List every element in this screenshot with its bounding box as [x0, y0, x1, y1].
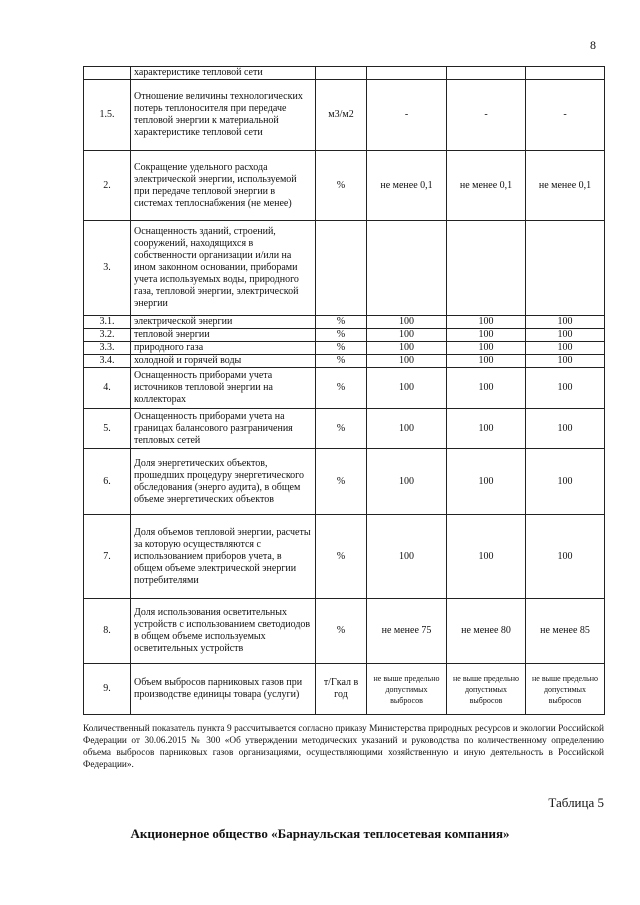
value-year-3: 100 [526, 316, 605, 329]
value-year-3 [526, 67, 605, 80]
unit-of-measure [316, 221, 367, 316]
value-year-2: не менее 80 [447, 599, 526, 664]
indicator-name: характеристике тепловой сети [131, 67, 316, 80]
footnote: Количественный показатель пункта 9 рассчитывается согласно приказу Министерства природных ресурсов и экологии Российской Федерации от 30.06.2015 № 300 «Об утверждении методических указаний и руководства по количественному определению объема выбросов парниковых газов организациями, осуществляющими хозяйственную и иную деятельность в Российской Федерации». [83, 724, 604, 770]
value-year-2 [447, 67, 526, 80]
value-year-2: 100 [447, 449, 526, 515]
table-row [84, 664, 605, 715]
row-number: 8. [84, 599, 131, 664]
indicator-name: электрической энергии [131, 316, 316, 329]
value-year-3 [526, 221, 605, 316]
value-year-2: 100 [447, 329, 526, 342]
unit-of-measure: % [316, 316, 367, 329]
row-number: 1.5. [84, 80, 131, 151]
value-year-1: 100 [367, 329, 447, 342]
value-year-3: 100 [526, 449, 605, 515]
unit-of-measure: м3/м2 [316, 80, 367, 151]
indicator-name: Оснащенность приборами учета источников тепловой энергии на коллекторах [131, 368, 316, 409]
indicator-name: природного газа [131, 342, 316, 355]
value-year-2: не менее 0,1 [447, 151, 526, 221]
table-row [84, 355, 605, 368]
value-year-2: 100 [447, 355, 526, 368]
row-number [84, 67, 131, 80]
row-number: 7. [84, 515, 131, 599]
unit-of-measure: т/Гкал в год [316, 664, 367, 715]
table-row [84, 329, 605, 342]
value-year-1 [367, 221, 447, 316]
indicator-name: Сокращение удельного расхода электрической энергии, используемой при передаче тепловой энергии в системах теплоснабжения (не менее) [131, 151, 316, 221]
value-year-1: 100 [367, 449, 447, 515]
row-number: 3. [84, 221, 131, 316]
table-row [84, 449, 605, 515]
value-year-2: 100 [447, 342, 526, 355]
table-label: Таблица 5 [548, 795, 604, 810]
value-year-1: не менее 75 [367, 599, 447, 664]
table-row [84, 368, 605, 409]
table-row [84, 151, 605, 221]
table-row [84, 316, 605, 329]
indicator-name: холодной и горячей воды [131, 355, 316, 368]
value-year-3: не выше предельно допустимых выбросов [526, 664, 605, 715]
row-number: 3.3. [84, 342, 131, 355]
indicator-name: Объем выбросов парниковых газов при производстве единицы товара (услуги) [131, 664, 316, 715]
value-year-1 [367, 67, 447, 80]
unit-of-measure: % [316, 151, 367, 221]
value-year-1: - [367, 80, 447, 151]
unit-of-measure: % [316, 409, 367, 449]
row-number: 3.4. [84, 355, 131, 368]
value-year-2: - [447, 80, 526, 151]
unit-of-measure: % [316, 599, 367, 664]
unit-of-measure [316, 67, 367, 80]
value-year-1: 100 [367, 368, 447, 409]
unit-of-measure: % [316, 368, 367, 409]
indicator-name: Доля объемов тепловой энергии, расчеты за которую осуществляются с использованием приборов учета, в общем объеме электрической энергии потребителями [131, 515, 316, 599]
unit-of-measure: % [316, 342, 367, 355]
value-year-3: 100 [526, 342, 605, 355]
row-number: 4. [84, 368, 131, 409]
value-year-2: 100 [447, 409, 526, 449]
indicator-name: тепловой энергии [131, 329, 316, 342]
row-number: 3.2. [84, 329, 131, 342]
indicators-table [83, 66, 605, 715]
table-row [84, 80, 605, 151]
value-year-3: не менее 0,1 [526, 151, 605, 221]
table-row [84, 221, 605, 316]
table-row [84, 515, 605, 599]
indicator-name: Оснащенность приборами учета на границах балансового разграничения тепловых сетей [131, 409, 316, 449]
value-year-3: не менее 85 [526, 599, 605, 664]
indicator-name: Отношение величины технологических потерь теплоносителя при передаче тепловой энергии к материальной характеристике тепловой сети [131, 80, 316, 151]
table-row [84, 67, 605, 80]
value-year-1: 100 [367, 342, 447, 355]
page-number: 8 [590, 38, 596, 52]
value-year-1: 100 [367, 515, 447, 599]
row-number: 5. [84, 409, 131, 449]
unit-of-measure: % [316, 449, 367, 515]
value-year-2: не выше предельно допустимых выбросов [447, 664, 526, 715]
value-year-1: не менее 0,1 [367, 151, 447, 221]
indicator-name: Доля использования осветительных устройств с использованием светодиодов в общем объеме используемых осветительных устройств [131, 599, 316, 664]
row-number: 6. [84, 449, 131, 515]
indicators-table-body [84, 67, 605, 715]
value-year-1: 100 [367, 355, 447, 368]
value-year-1: 100 [367, 316, 447, 329]
table-row [84, 342, 605, 355]
indicator-name: Оснащенность зданий, строений, сооружений, находящихся в собственности организации и/или на ином законном основании, приборами учета используемых воды, природного газа, тепловой энергии, электрической энергии [131, 221, 316, 316]
row-number: 3.1. [84, 316, 131, 329]
value-year-3: - [526, 80, 605, 151]
row-number: 9. [84, 664, 131, 715]
value-year-1: не выше предельно допустимых выбросов [367, 664, 447, 715]
row-number: 2. [84, 151, 131, 221]
value-year-2: 100 [447, 316, 526, 329]
unit-of-measure: % [316, 515, 367, 599]
indicator-name: Доля энергетических объектов, прошедших процедуру энергетического обследования (энерго аудита), в общем объеме энергетических объектов [131, 449, 316, 515]
value-year-3: 100 [526, 368, 605, 409]
value-year-3: 100 [526, 355, 605, 368]
value-year-3: 100 [526, 329, 605, 342]
value-year-2 [447, 221, 526, 316]
value-year-3: 100 [526, 409, 605, 449]
table-row [84, 599, 605, 664]
value-year-2: 100 [447, 368, 526, 409]
table-row [84, 409, 605, 449]
value-year-3: 100 [526, 515, 605, 599]
organization-title: Акционерное общество «Барнаульская теплосетевая компания» [130, 826, 510, 841]
unit-of-measure: % [316, 355, 367, 368]
value-year-1: 100 [367, 409, 447, 449]
value-year-2: 100 [447, 515, 526, 599]
unit-of-measure: % [316, 329, 367, 342]
